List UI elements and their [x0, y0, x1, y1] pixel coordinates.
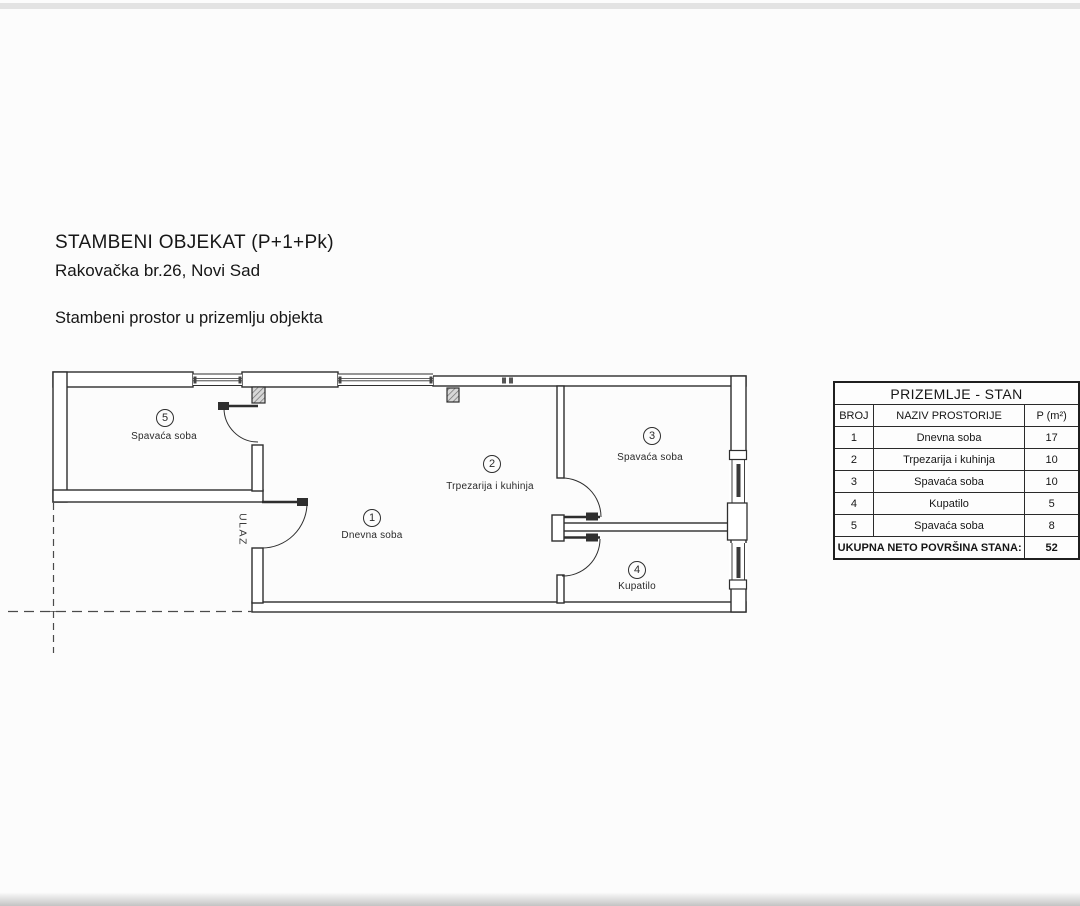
col-header-area: P (m²): [1025, 405, 1079, 427]
document-title: STAMBENI OBJEKAT (P+1+Pk): [55, 232, 334, 253]
terrace-boundary-dashed: [8, 503, 252, 653]
right-window-bathroom: [730, 543, 748, 589]
row1-area: 17: [1025, 427, 1079, 449]
right-wall-pier: [728, 503, 748, 540]
room-number-5: 5: [161, 412, 169, 424]
door-room3: [562, 478, 601, 521]
table-row: [834, 493, 1079, 515]
door-room5: [218, 402, 258, 442]
col-header-broj: BROJ: [834, 405, 873, 427]
top-window-kitchen: [338, 374, 433, 386]
row4-area: 5: [1025, 493, 1079, 515]
row2-area: 10: [1025, 449, 1079, 471]
row5-name: Spavaća soba: [873, 515, 1025, 537]
area-table-header-row: [834, 405, 1079, 427]
room-label-5: Spavaća soba: [131, 431, 197, 442]
room-circle-1: [363, 509, 381, 527]
room-label-3: Spavaća soba: [617, 452, 683, 463]
area-table-title-row: [834, 382, 1079, 405]
room-label-2: Trpezarija i kuhinja: [446, 481, 534, 492]
row3-area: 10: [1025, 471, 1079, 493]
area-table-title: PRIZEMLJE - STAN: [834, 382, 1079, 405]
table-row: [834, 449, 1079, 471]
top-window-room5: [193, 374, 242, 386]
room-circle-3: [643, 427, 661, 445]
right-window-room3: [730, 451, 748, 504]
room-label-4: Kupatilo: [618, 581, 656, 592]
row5-area: 8: [1025, 515, 1079, 537]
row2-name: Trpezarija i kuhinja: [873, 449, 1025, 471]
col-header-naziv: NAZIV PROSTORIJE: [873, 405, 1025, 427]
room-number-1: 1: [368, 512, 376, 524]
masonry-posts: [252, 387, 459, 403]
room-number-4: 4: [633, 564, 641, 576]
area-table: [833, 381, 1080, 560]
row3-name: Spavaća soba: [873, 471, 1025, 493]
document-subtitle: Stambeni prostor u prizemlju objekta: [55, 309, 323, 327]
interior-walls: [252, 386, 731, 603]
row2-number: 2: [834, 449, 873, 471]
door-entrance: [262, 498, 308, 548]
door-bathroom: [562, 534, 600, 577]
row1-name: Dnevna soba: [873, 427, 1025, 449]
row4-number: 4: [834, 493, 873, 515]
total-label: UKUPNA NETO POVRŠINA STANA:: [834, 537, 1025, 560]
entrance-label: ULAZ: [236, 513, 249, 546]
table-row: [834, 515, 1079, 537]
room-circle-4: [628, 561, 646, 579]
room-label-1: Dnevna soba: [341, 530, 403, 541]
room-circle-2: [483, 455, 501, 473]
table-row: [834, 471, 1079, 493]
room-circle-5: [156, 409, 174, 427]
row1-number: 1: [834, 427, 873, 449]
room-number-2: 2: [488, 458, 496, 470]
row4-name: Kupatilo: [873, 493, 1025, 515]
room-number-3: 3: [648, 430, 656, 442]
document-address: Rakovačka br.26, Novi Sad: [55, 261, 261, 280]
row5-number: 5: [834, 515, 873, 537]
area-table-total-row: [834, 537, 1079, 560]
table-row: [834, 427, 1079, 449]
row3-number: 3: [834, 471, 873, 493]
total-value: 52: [1025, 537, 1079, 560]
